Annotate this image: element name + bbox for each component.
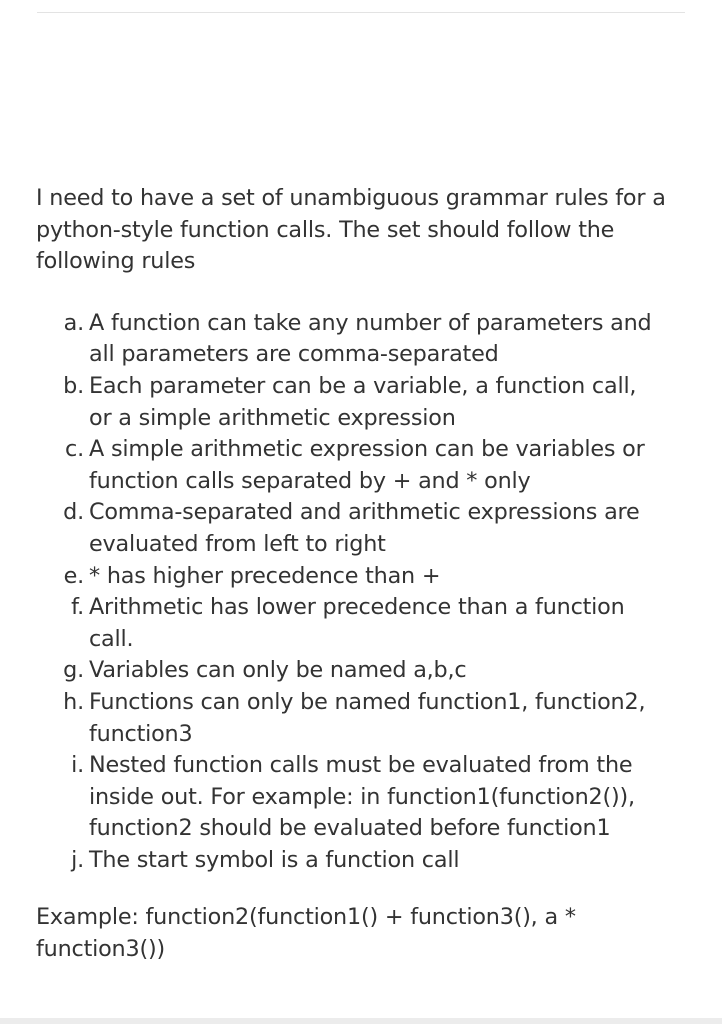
list-item	[65, 434, 659, 497]
list-item	[63, 655, 659, 687]
list-item	[63, 687, 659, 750]
list-marker: d.	[63, 499, 84, 526]
list-item	[71, 845, 659, 877]
question-body	[36, 183, 686, 966]
list-marker: b.	[63, 372, 84, 399]
rule-text: A simple arithmetic expression can be variables or function calls separated by + and * only	[89, 436, 645, 494]
list-marker: a.	[63, 309, 84, 336]
rule-text: * has higher precedence than +	[89, 562, 441, 589]
list-item	[71, 750, 659, 845]
rules-list	[36, 308, 686, 877]
list-marker: i.	[71, 752, 84, 779]
list-marker: j.	[71, 846, 84, 873]
list-marker: g.	[63, 657, 84, 684]
intro-paragraph: I need to have a set of unambiguous grammar rules for a python-style function calls. The set should follow the following rules	[36, 185, 666, 275]
rule-text: Each parameter can be a variable, a function call, or a simple arithmetic expression	[89, 372, 637, 431]
top-divider	[37, 12, 685, 13]
list-item	[63, 371, 659, 434]
rule-text: Comma-separated and arithmetic expressions are evaluated from left to right	[89, 499, 640, 557]
list-item	[63, 561, 659, 593]
rule-text: Functions can only be named function1, function2, function3	[89, 688, 646, 747]
rule-text: Variables can only be named a,b,c	[89, 657, 467, 684]
list-item	[63, 497, 659, 560]
list-item	[63, 308, 659, 371]
bottom-edge	[0, 1018, 722, 1024]
list-item	[71, 592, 659, 655]
rule-text: A function can take any number of parameters and all parameters are comma-separated	[89, 309, 652, 368]
list-marker: e.	[63, 562, 84, 589]
list-marker: f.	[71, 594, 84, 621]
list-marker: c.	[65, 436, 84, 463]
rule-text: The start symbol is a function call	[89, 846, 460, 873]
example-paragraph: Example: function2(function1() + function3(), a * function3())	[36, 904, 576, 963]
list-marker: h.	[63, 688, 84, 715]
rule-text: Arithmetic has lower precedence than a function call.	[89, 594, 625, 652]
rule-text: Nested function calls must be evaluated from the inside out. For example: in function1(function2()), function2 should be evaluated before function1	[89, 752, 635, 842]
